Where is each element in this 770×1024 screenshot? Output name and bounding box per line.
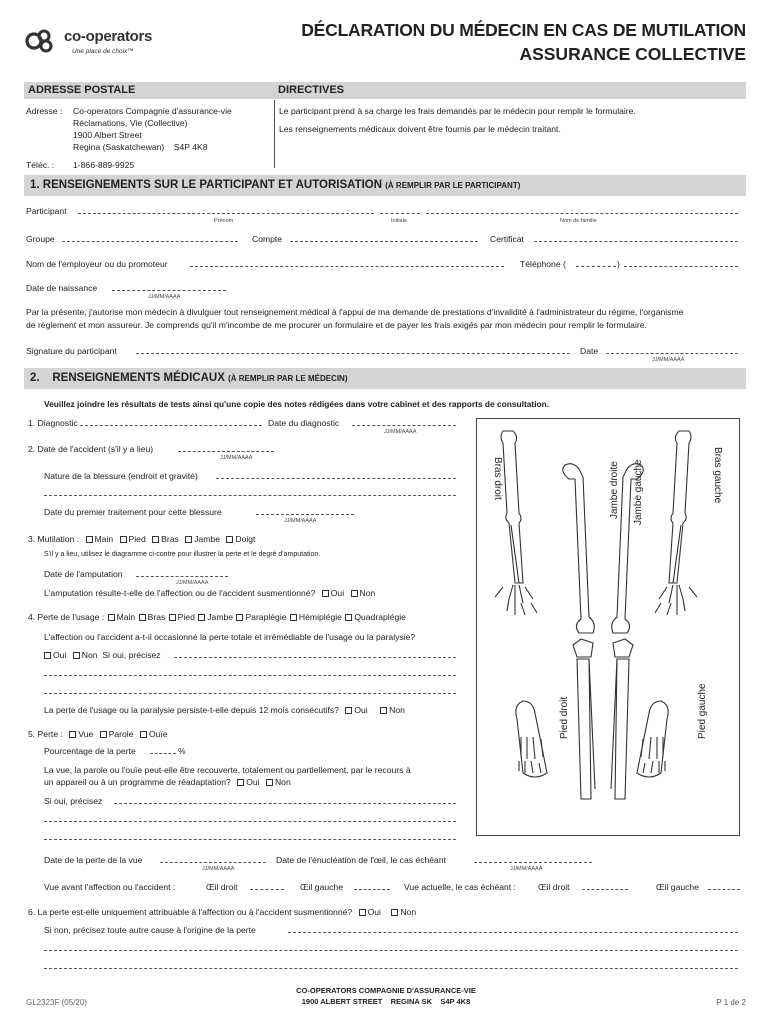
footer-address: 1900 ALBERT STREET REGINA SK S4P 4K8 [301,997,471,1006]
paralysis-specify-field[interactable] [174,657,456,658]
loss-percent-label: Pourcentage de la perte [44,746,136,756]
loss-checkbox-quadraplegie[interactable] [345,614,352,621]
loss-checkbox-hemiplegie[interactable] [290,614,297,621]
skeleton-diagram-icon [477,419,739,835]
sight-loss-date-format: JJ/MM/AAAA [202,866,235,872]
section-2-title: 2. RENSEIGNEMENTS MÉDICAUX [30,372,225,384]
authorization-text-2: de règlement et mon assureur. Je comprends qu'il m'incombe de me procurer un formulaire et de payer les frais exigés par mon médecin pour remplir le formulaire. [26,320,647,330]
phone-area-field[interactable] [576,266,616,267]
sole-cause-row [28,907,416,917]
amputation-result-row [44,588,375,598]
mutilation-label: 3. Mutilation : [28,534,80,544]
loss-option-main: Main [116,612,136,622]
recovery-question-row [44,777,291,787]
participant-lastname-field[interactable] [426,213,738,214]
sight-current-right-label: Œil droit [538,882,570,892]
birthdate-label: Date de naissance [26,283,98,293]
sight-before-right-field[interactable] [250,889,284,890]
sole-cause-yes-checkbox[interactable] [359,909,366,916]
injury-nature-label: Nature de la blessure (endroit et gravité) [44,471,198,481]
recovery-no-checkbox[interactable] [266,779,273,786]
sole-cause-label: 6. La perte est-elle uniquement attribuable à l'affection ou à l'accident susmentionné? [28,907,353,917]
fax-number: 1-866-889-9925 [73,160,135,170]
first-treatment-format: JJ/MM/AAAA [284,518,317,524]
recovery-specify-field-2[interactable] [44,821,456,822]
recovery-specify-label: Si oui, précisez [44,796,103,806]
sight-current-right-field[interactable] [582,889,628,890]
recovery-question-1: La vue, la parole ou l'ouïe peut-elle être recouverte, totalement ou partiellement, par le recours à [44,765,411,775]
enucleation-date-label: Date de l'énucléation de l'œil, le cas échéant [276,855,447,865]
loss-checkbox-paraplegie[interactable] [236,614,243,621]
right-arm-label: Bras droit [492,457,503,500]
paralysis-no-label: Non [81,650,98,660]
address-label: Adresse : [26,106,63,116]
amputation-yes-label: Oui [330,588,345,598]
paralysis-question: L'affection ou l'accident a-t-il occasionné la perte totale et irrémédiable de l'usage ou la paralysie? [44,632,416,642]
phone-number-field[interactable] [624,266,738,267]
amputation-no-checkbox[interactable] [351,590,358,597]
directives-heading: DIRECTIVES [278,84,345,96]
diagnosis-date-format: JJ/MM/AAAA [384,429,417,435]
other-cause-field[interactable] [288,932,738,933]
sight-loss-date-field[interactable] [160,862,266,863]
mutilation-row [28,534,255,544]
loss-ouie-label: Ouïe [148,729,168,739]
loss-of-use-label: 4. Perte de l'usage : [28,612,105,622]
footer-company: CO-OPERATORS COMPAGNIE D'ASSURANCE-VIE [296,986,476,995]
address-heading: ADRESSE POSTALE [28,84,136,96]
sight-current-left-field[interactable] [708,889,740,890]
section-1-title: 1. RENSEIGNEMENTS SUR LE PARTICIPANT ET AUTORISATION [30,179,383,191]
paralysis-answer-row [40,650,161,660]
left-foot-label: Pied gauche [697,683,708,739]
amputation-no-label: Non [359,588,376,598]
left-arm-label: Bras gauche [712,447,723,504]
sight-before-right-label: Œil droit [206,882,238,892]
amputation-yes-checkbox[interactable] [322,590,329,597]
sole-cause-no-checkbox[interactable] [391,909,398,916]
mutilation-option-main: Main [94,534,114,544]
group-field[interactable] [62,241,238,242]
recovery-yes-checkbox[interactable] [237,779,244,786]
diagnosis-label: 1. Diagnostic [28,418,78,428]
section-2-bar [24,368,746,389]
loss-vue-checkbox[interactable] [69,731,76,738]
signature-date-field[interactable] [606,353,738,354]
signature-date-label: Date [580,346,599,356]
amputation-date-field[interactable] [136,576,228,577]
loss-ouie-checkbox[interactable] [140,731,147,738]
other-cause-field-2[interactable] [44,950,738,951]
sole-cause-no-label: Non [400,907,417,917]
persist-yes-label: Oui [354,705,368,715]
loss-checkbox-jambe[interactable] [198,614,205,621]
mutilation-option-pied: Pied [128,534,146,544]
account-field[interactable] [290,241,478,242]
page-number: P 1 de 2 [716,998,746,1007]
birthdate-field[interactable] [112,290,226,291]
address-line-2: Réclamations, Vie (Collective) [73,118,188,128]
loss-checkbox-bras[interactable] [139,614,146,621]
signature-date-format: JJ/MM/AAAA [652,357,685,363]
sight-current-label: Vue actuelle, le cas échéant : [404,882,516,892]
group-label: Groupe [26,234,55,244]
logo-tagline: Une place de choix™ [72,48,134,55]
birthdate-format: JJ/MM/AAAA [148,294,181,300]
section-1-subtitle: (À REMPLIR PAR LE PARTICIPANT) [385,181,521,190]
paralysis-specify-field-3[interactable] [44,693,456,694]
loss-option-hemiplegie: Hémiplégie [298,612,342,622]
authorization-text-1: Par la présente, j'autorise mon médecin à divulguer tout renseignement médical à l'appui de ma demande de prestations d'invalidité à l'administrateur du régime, l'organisme [26,307,684,317]
other-cause-field-3[interactable] [44,968,738,969]
mutilation-note: S'il y a lieu, utilisez le diagramme ci-contre pour illustrer la perte et le degré d'amputation. [44,551,321,558]
sight-before-label: Vue avant l'affection ou l'accident : [44,882,176,892]
fax-label: Téléc. : [26,160,55,170]
form-code: GL2323F (05/20) [26,998,87,1007]
directive-1: Le participant prend à sa charge les frais demandés par le médecin pour remplir le formulaire. [279,106,636,116]
directive-2: Les renseignements médicaux doivent être fournis par le médecin traitant. [279,124,561,134]
mutilation-checkbox-pied[interactable] [120,536,127,543]
loss-checkbox-pied[interactable] [169,614,176,621]
accident-date-label: 2. Date de l'accident (s'il y a lieu) [28,444,154,454]
recovery-specify-field[interactable] [114,803,456,804]
enucleation-date-format: JJ/MM/AAAA [510,866,543,872]
persist-no-label: Non [389,705,405,715]
accident-date-format: JJ/MM/AAAA [220,455,253,461]
recovery-yes-label: Oui [246,777,260,787]
address-line-1: Co-operators Compagnie d'assurance-vie [73,106,232,116]
logo-brand: co-operators [64,28,153,45]
loss-option-pied: Pied [177,612,195,622]
loss-option-paraplegie: Paraplégie [245,612,287,622]
amputation-date-format: JJ/MM/AAAA [176,580,209,586]
participant-label: Participant [26,206,67,216]
section-2-instruction: Veuillez joindre les résultats de tests ainsi qu'une copie des notes rédigées dans votre cabinet et des rapports de consultation. [44,399,550,409]
certificate-label: Certificat [490,234,524,244]
amputation-date-label: Date de l'amputation [44,569,123,579]
amputation-diagram[interactable] [476,418,740,836]
first-treatment-field[interactable] [256,514,354,515]
account-label: Compte [252,234,283,244]
persist-row [44,705,405,715]
paralysis-yes-label: Oui [53,650,67,660]
section-2-subtitle: (À REMPLIR PAR LE MÉDECIN) [228,374,348,383]
logo-mark-icon [22,26,62,56]
mutilation-option-doigt: Doigt [235,534,256,544]
paralysis-specify-field-2[interactable] [44,675,456,676]
other-cause-label: Si non, précisez toute autre cause à l'origine de la perte [44,925,256,935]
form-title: DÉCLARATION DU MÉDECIN EN CAS DE MUTILATION [301,20,746,40]
loss-vue-label: Vue [78,729,94,739]
employer-field[interactable] [190,266,504,267]
sole-cause-yes-label: Oui [367,907,381,917]
loss-sense-label: 5. Perte : [28,729,63,739]
participant-firstname-field[interactable] [78,213,374,214]
initial-caption: Initiale [391,218,407,224]
first-treatment-label: Date du premier traitement pour cette blessure [44,507,222,517]
form-subtitle: ASSURANCE COLLECTIVE [519,44,746,64]
loss-option-quadraplegie: Quadraplégie [354,612,406,622]
phone-label: Téléphone ( [520,259,566,269]
loss-of-use-row [28,612,406,622]
persist-no-checkbox[interactable] [380,707,387,714]
mutilation-option-jambe: Jambe [194,534,220,544]
diagnosis-field[interactable] [80,425,262,426]
left-leg-label: Jambe gauche [633,459,644,525]
loss-sense-row [28,729,168,739]
address-directives-bar [24,82,746,99]
loss-option-bras: Bras [147,612,166,622]
section-1-bar [24,175,746,196]
recovery-specify-field-3[interactable] [44,839,456,840]
enucleation-date-field[interactable] [474,862,592,863]
persist-yes-checkbox[interactable] [345,707,352,714]
injury-nature-field-2[interactable] [44,495,456,496]
loss-parole-checkbox[interactable] [100,731,107,738]
sight-loss-date-label: Date de la perte de la vue [44,855,143,865]
paralysis-no-checkbox[interactable] [73,652,80,659]
mutilation-checkbox-main[interactable] [86,536,93,543]
signature-field[interactable] [136,353,570,354]
mutilation-checkbox-jambe[interactable] [185,536,192,543]
address-line-4: Regina (Saskatchewan) S4P 4K8 [73,142,208,152]
column-divider [274,100,275,168]
paralysis-yes-checkbox[interactable] [44,652,51,659]
loss-parole-label: Parole [108,729,134,739]
lastname-caption: Nom de famille [560,218,597,224]
address-line-3: 1900 Albert Street [73,130,142,140]
sight-before-left-field[interactable] [354,889,390,890]
mutilation-checkbox-doigt[interactable] [226,536,233,543]
injury-nature-field[interactable] [216,478,456,479]
diagnosis-date-field[interactable] [352,425,456,426]
loss-checkbox-main[interactable] [108,614,115,621]
accident-date-field[interactable] [178,451,274,452]
firstname-caption: Prénom [214,218,234,224]
paralysis-specify-label: Si oui, précisez [102,650,161,660]
persist-label: La perte de l'usage ou la paralysie persiste-t-elle depuis 12 mois consécutifs? [44,705,339,715]
recovery-no-label: Non [274,777,291,787]
loss-option-jambe: Jambe [207,612,234,622]
participant-initial-field[interactable] [380,213,420,214]
right-foot-label: Pied droit [559,696,570,739]
mutilation-option-bras: Bras [161,534,179,544]
signature-label: Signature du participant [26,346,117,356]
certificate-field[interactable] [534,241,738,242]
company-logo [22,26,172,66]
loss-percent-field[interactable] [150,753,176,754]
sight-before-left-label: Œil gauche [300,882,343,892]
amputation-result-label: L'amputation résulte-t-elle de l'affection ou de l'accident susmentionné? [44,588,316,598]
sight-current-left-label: Œil gauche [656,882,699,892]
mutilation-checkbox-bras[interactable] [152,536,159,543]
diagnosis-date-label: Date du diagnostic [268,418,340,428]
recovery-question-2: un appareil ou à un programme de réadaptation? [44,777,231,787]
loss-percent-sign: % [178,746,186,756]
employer-label: Nom de l'employeur ou du promoteur [26,259,168,269]
right-leg-label: Jambe droite [609,461,620,519]
